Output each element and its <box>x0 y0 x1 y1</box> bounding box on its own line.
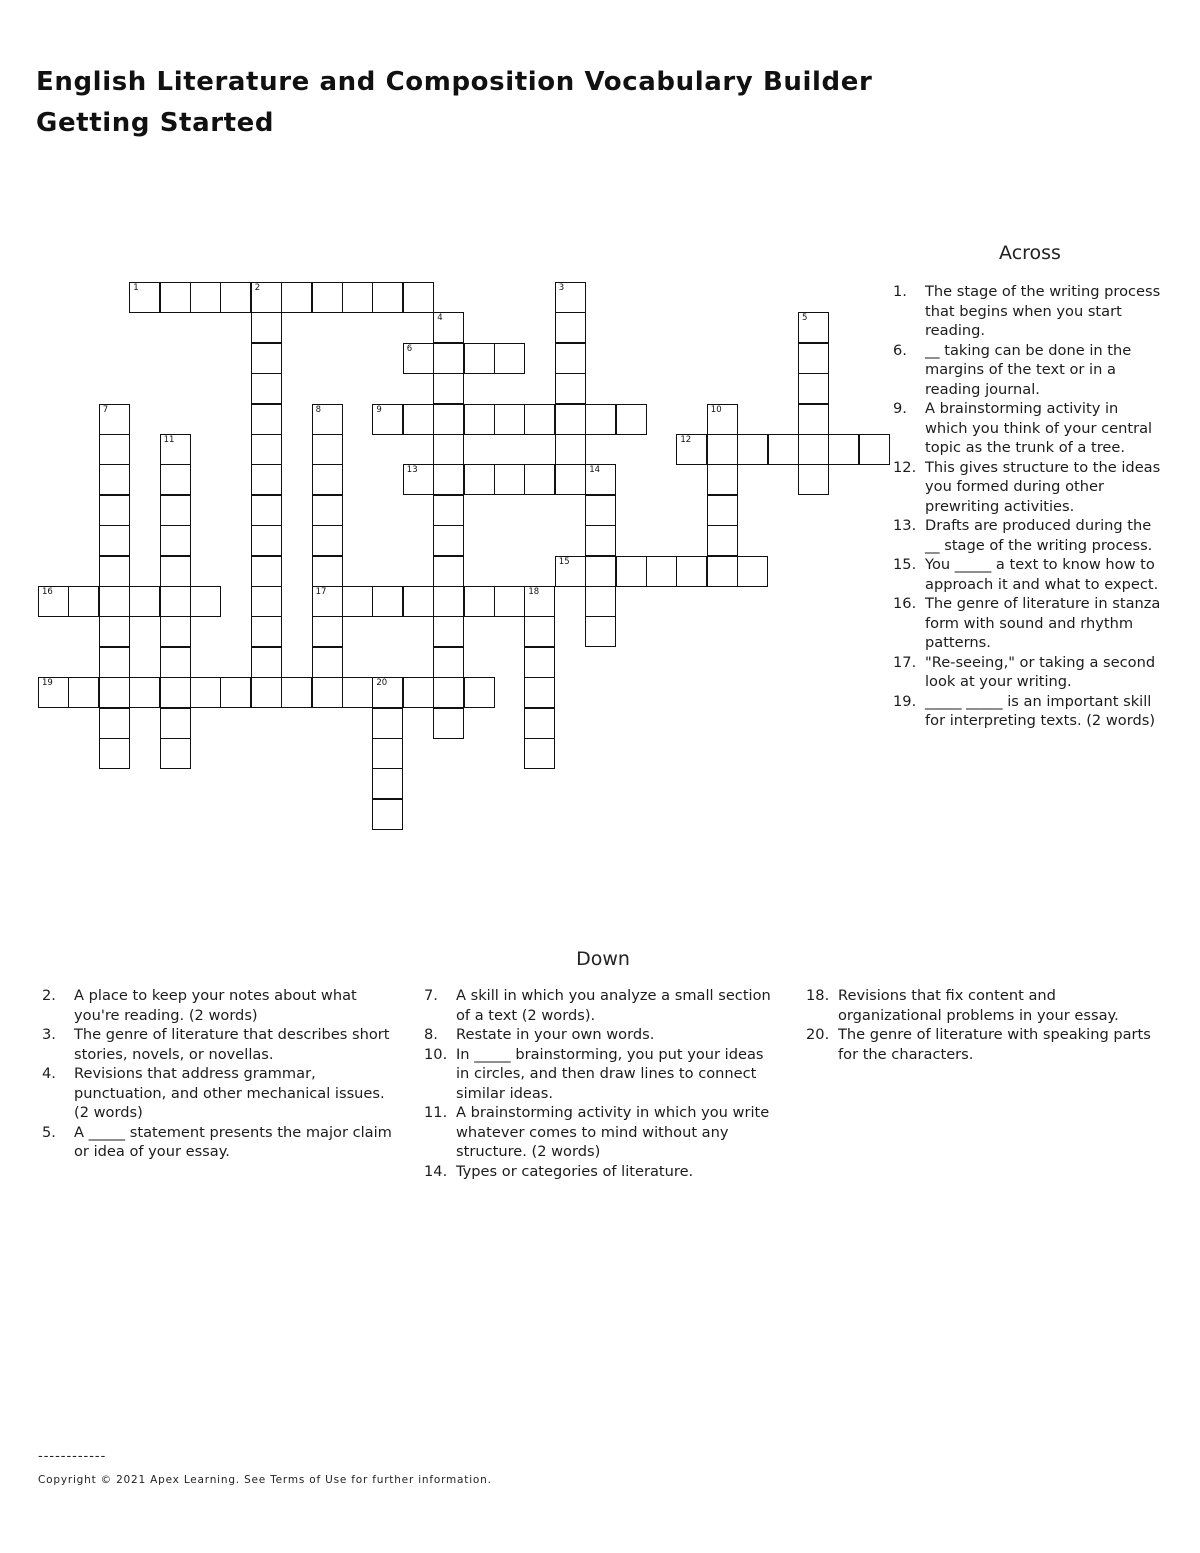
grid-cell[interactable] <box>403 586 434 617</box>
clue-text: A brainstorming activity in which you think of your central topic as the trunk of a tree. <box>925 400 1153 456</box>
grid-cell[interactable] <box>251 677 282 708</box>
clue-item <box>42 986 394 1025</box>
clue-number-label: 16 <box>42 587 53 597</box>
grid-cell[interactable] <box>707 495 738 526</box>
grid-cell[interactable] <box>160 738 191 769</box>
grid-cell[interactable] <box>38 677 69 708</box>
grid-cell[interactable] <box>160 495 191 526</box>
grid-cell[interactable] <box>433 312 464 343</box>
grid-cell[interactable] <box>464 464 495 495</box>
clue-item <box>42 1123 394 1162</box>
grid-cell[interactable] <box>281 282 312 313</box>
grid-cell[interactable] <box>99 677 130 708</box>
grid-cell[interactable] <box>737 556 768 587</box>
clue-number-label: 11 <box>163 435 175 445</box>
grid-cell[interactable] <box>312 495 343 526</box>
clue-number-label: 5 <box>802 313 808 324</box>
grid-cell[interactable] <box>524 738 555 769</box>
grid-cell[interactable] <box>464 677 495 708</box>
clue-number: 11. <box>424 1104 448 1121</box>
grid-cell[interactable] <box>312 404 343 435</box>
grid-cell[interactable] <box>524 647 555 678</box>
grid-cell[interactable] <box>433 616 464 647</box>
grid-cell[interactable] <box>707 404 738 435</box>
grid-cell[interactable] <box>160 616 191 647</box>
grid-cell[interactable] <box>160 556 191 587</box>
grid-cell[interactable] <box>190 282 221 313</box>
clue-number-label: 12 <box>680 435 692 445</box>
grid-cell[interactable] <box>555 373 586 404</box>
grid-cell[interactable] <box>99 434 130 465</box>
grid-cell[interactable] <box>251 495 282 526</box>
down-clue-column-2 <box>424 986 776 1181</box>
grid-cell[interactable] <box>524 616 555 647</box>
grid-cell[interactable] <box>798 373 829 404</box>
grid-cell[interactable] <box>312 464 343 495</box>
grid-cell[interactable] <box>372 677 403 708</box>
grid-cell[interactable] <box>312 616 343 647</box>
grid-cell[interactable] <box>251 404 282 435</box>
clue-text: "Re-seeing," or taking a second look at your writing. <box>925 653 1156 690</box>
grid-cell[interactable] <box>433 708 464 739</box>
grid-cell[interactable] <box>555 312 586 343</box>
clue-number: 18. <box>806 987 830 1004</box>
grid-cell[interactable] <box>524 708 555 739</box>
grid-cell[interactable] <box>707 464 738 495</box>
grid-cell[interactable] <box>312 556 343 587</box>
down-clue-column-3 <box>806 986 1158 1064</box>
grid-cell[interactable] <box>38 586 69 617</box>
grid-cell[interactable] <box>433 586 464 617</box>
grid-cell[interactable] <box>859 434 890 465</box>
grid-cell[interactable] <box>494 343 525 374</box>
clue-number-label: 17 <box>315 587 327 597</box>
grid-cell[interactable] <box>433 647 464 678</box>
clue-number-label: 13 <box>406 465 418 476</box>
grid-cell[interactable] <box>403 343 434 374</box>
grid-cell[interactable] <box>251 312 282 343</box>
grid-cell[interactable] <box>372 404 403 435</box>
grid-cell[interactable] <box>707 556 738 587</box>
clue-item <box>806 1025 1158 1064</box>
grid-cell[interactable] <box>251 616 282 647</box>
grid-cell[interactable] <box>160 464 191 495</box>
clue-number: 5. <box>42 1123 56 1141</box>
title-line-1: English Literature and Composition Vocabulary Builder <box>36 67 873 97</box>
grid-cell[interactable] <box>99 556 130 587</box>
grid-cell[interactable] <box>99 495 130 526</box>
clue-text: A _____ statement presents the major claim or idea of your essay. <box>74 1123 392 1160</box>
grid-cell[interactable] <box>160 647 191 678</box>
clue-text: The genre of literature with speaking parts for the characters. <box>838 1026 1151 1063</box>
clue-item <box>893 555 1165 594</box>
grid-cell[interactable] <box>312 525 343 556</box>
clue-number: 4. <box>42 1065 56 1082</box>
grid-cell[interactable] <box>99 738 130 769</box>
grid-cell[interactable] <box>585 616 616 647</box>
grid-cell[interactable] <box>220 282 251 313</box>
grid-cell[interactable] <box>707 525 738 556</box>
grid-cell[interactable] <box>251 464 282 495</box>
grid-cell[interactable] <box>99 404 130 435</box>
grid-cell[interactable] <box>403 464 434 495</box>
grid-cell[interactable] <box>312 586 343 617</box>
grid-cell[interactable] <box>251 556 282 587</box>
grid-cell[interactable] <box>99 464 130 495</box>
clue-text: The genre of literature in stanza form with sound and rhythm patterns. <box>925 595 1161 651</box>
grid-cell[interactable] <box>312 282 343 313</box>
grid-cell[interactable] <box>99 525 130 556</box>
clue-item <box>893 653 1165 692</box>
grid-cell[interactable] <box>524 586 555 617</box>
grid-cell[interactable] <box>372 282 403 313</box>
grid-cell[interactable] <box>372 738 403 769</box>
clue-text: Drafts are produced during the __ stage of the writing process. <box>925 517 1153 554</box>
grid-cell[interactable] <box>828 434 859 465</box>
grid-cell[interactable] <box>251 586 282 617</box>
grid-cell[interactable] <box>433 373 464 404</box>
grid-cell[interactable] <box>464 343 495 374</box>
grid-cell[interactable] <box>555 556 586 587</box>
clue-number: 10. <box>424 1045 448 1063</box>
clue-text: Restate in your own words. <box>456 1026 655 1043</box>
grid-cell[interactable] <box>403 282 434 313</box>
grid-cell[interactable] <box>464 404 495 435</box>
grid-cell[interactable] <box>342 677 373 708</box>
grid-cell[interactable] <box>585 556 616 587</box>
title-line-2: Getting Started <box>36 108 275 138</box>
down-heading: Down <box>576 948 630 970</box>
clue-number: 6. <box>893 341 907 359</box>
grid-cell[interactable] <box>312 647 343 678</box>
grid-cell[interactable] <box>494 404 525 435</box>
grid-cell[interactable] <box>160 708 191 739</box>
clue-item <box>806 986 1158 1025</box>
grid-cell[interactable] <box>494 586 525 617</box>
grid-cell[interactable] <box>251 282 282 313</box>
grid-cell[interactable] <box>433 434 464 465</box>
grid-cell[interactable] <box>676 556 707 587</box>
clue-text: A skill in which you analyze a small section of a text (2 words). <box>456 987 771 1024</box>
grid-cell[interactable] <box>737 434 768 465</box>
grid-cell[interactable] <box>524 464 555 495</box>
grid-cell[interactable] <box>160 586 191 617</box>
grid-cell[interactable] <box>281 677 312 708</box>
footer-rule: ------------ <box>38 1449 107 1464</box>
clue-item <box>893 516 1165 555</box>
grid-cell[interactable] <box>372 768 403 799</box>
clue-number: 14. <box>424 1162 448 1180</box>
clue-text: Revisions that address grammar, punctuation, and other mechanical issues. (2 words) <box>74 1065 385 1121</box>
grid-cell[interactable] <box>616 404 647 435</box>
grid-cell[interactable] <box>585 404 616 435</box>
clue-item <box>42 1025 394 1064</box>
grid-cell[interactable] <box>798 312 829 343</box>
clue-number-label: 3 <box>558 283 565 293</box>
grid-cell[interactable] <box>433 677 464 708</box>
clue-number-label: 20 <box>376 678 388 689</box>
clue-text: This gives structure to the ideas you formed during other prewriting activities. <box>925 458 1161 515</box>
grid-cell[interactable] <box>312 677 343 708</box>
clue-number-label: 7 <box>102 404 109 415</box>
clue-number: 19. <box>893 692 917 710</box>
grid-cell[interactable] <box>555 282 586 313</box>
grid-cell[interactable] <box>160 282 191 313</box>
clue-number: 16. <box>893 595 917 612</box>
grid-cell[interactable] <box>403 677 434 708</box>
clue-item <box>424 1162 776 1182</box>
clue-text: _____ _____ is an important skill for interpreting texts. (2 words) <box>925 692 1156 729</box>
grid-cell[interactable] <box>798 343 829 374</box>
clue-number: 3. <box>42 1026 56 1043</box>
grid-cell[interactable] <box>798 464 829 495</box>
clue-number: 13. <box>893 517 917 534</box>
clue-number-label: 10 <box>710 404 722 415</box>
grid-cell[interactable] <box>494 464 525 495</box>
grid-cell[interactable] <box>616 556 647 587</box>
grid-cell[interactable] <box>798 434 829 465</box>
grid-cell[interactable] <box>251 373 282 404</box>
grid-cell[interactable] <box>433 525 464 556</box>
clue-number: 17. <box>893 653 917 671</box>
grid-cell[interactable] <box>372 586 403 617</box>
clue-text: A place to keep your notes about what you're reading. (2 words) <box>74 987 357 1024</box>
grid-cell[interactable] <box>251 647 282 678</box>
clue-number: 2. <box>42 987 56 1004</box>
grid-cell[interactable] <box>403 404 434 435</box>
down-clue-column-1 <box>42 986 394 1162</box>
grid-cell[interactable] <box>585 586 616 617</box>
grid-cell[interactable] <box>555 464 586 495</box>
grid-cell[interactable] <box>160 677 191 708</box>
clue-number: 1. <box>893 283 907 300</box>
clue-item <box>893 282 1165 341</box>
grid-cell[interactable] <box>585 525 616 556</box>
grid-cell[interactable] <box>433 343 464 374</box>
grid-cell[interactable] <box>585 495 616 526</box>
clue-item <box>42 1064 394 1123</box>
grid-cell[interactable] <box>555 343 586 374</box>
grid-cell[interactable] <box>372 708 403 739</box>
grid-cell[interactable] <box>160 434 191 465</box>
grid-cell[interactable] <box>585 464 616 495</box>
clue-item <box>893 399 1165 458</box>
clue-text: __ taking can be done in the margins of the text or in a reading journal. <box>925 341 1132 398</box>
clue-item <box>424 1025 776 1045</box>
copyright-notice: Copyright © 2021 Apex Learning. See Terms of Use for further information. <box>38 1474 492 1486</box>
clue-text: The genre of literature that describes short stories, novels, or novellas. <box>74 1026 390 1063</box>
clue-number: 9. <box>893 400 907 417</box>
grid-cell[interactable] <box>99 708 130 739</box>
clue-item <box>893 692 1165 731</box>
clue-item <box>424 986 776 1025</box>
clue-number-label: 8 <box>315 404 322 415</box>
grid-cell[interactable] <box>555 404 586 435</box>
grid-cell[interactable] <box>342 586 373 617</box>
grid-cell[interactable] <box>68 586 99 617</box>
clue-text: Revisions that fix content and organizational problems in your essay. <box>838 987 1119 1024</box>
clue-item <box>424 1103 776 1162</box>
grid-cell[interactable] <box>555 434 586 465</box>
clue-text: You _____ a text to know how to approach it and what to expect. <box>925 556 1159 593</box>
grid-cell[interactable] <box>251 525 282 556</box>
grid-cell[interactable] <box>342 282 373 313</box>
grid-cell[interactable] <box>433 495 464 526</box>
clue-number: 20. <box>806 1026 830 1043</box>
grid-cell[interactable] <box>129 586 160 617</box>
crossword-grid <box>0 0 900 860</box>
grid-cell[interactable] <box>768 434 799 465</box>
clue-number-label: 19 <box>42 678 53 689</box>
grid-cell[interactable] <box>99 647 130 678</box>
clue-number: 8. <box>424 1026 438 1043</box>
clue-number: 15. <box>893 556 917 573</box>
across-heading: Across <box>999 242 1061 264</box>
grid-cell[interactable] <box>372 799 403 830</box>
clue-number-label: 15 <box>558 556 570 567</box>
grid-cell[interactable] <box>251 343 282 374</box>
grid-cell[interactable] <box>99 616 130 647</box>
grid-cell[interactable] <box>251 434 282 465</box>
clue-number: 7. <box>424 987 438 1004</box>
clue-number-label: 4 <box>437 313 443 324</box>
clue-item <box>893 458 1165 517</box>
grid-cell[interactable] <box>190 677 221 708</box>
clue-number-label: 14 <box>589 465 601 476</box>
across-clue-list <box>893 282 1165 731</box>
clue-number-label: 6 <box>406 343 413 354</box>
grid-cell[interactable] <box>464 586 495 617</box>
grid-cell[interactable] <box>646 556 677 587</box>
grid-cell[interactable] <box>190 586 221 617</box>
grid-cell[interactable] <box>433 464 464 495</box>
clue-item <box>893 341 1165 400</box>
grid-cell[interactable] <box>707 434 738 465</box>
grid-cell[interactable] <box>798 404 829 435</box>
clue-number-label: 2 <box>254 283 261 293</box>
grid-cell[interactable] <box>433 404 464 435</box>
clue-number-label: 1 <box>133 283 139 293</box>
grid-cell[interactable] <box>433 556 464 587</box>
clue-item <box>424 1045 776 1104</box>
clue-text: Types or categories of literature. <box>456 1162 694 1180</box>
clue-text: In _____ brainstorming, you put your ideas in circles, and then draw lines to connect similar ideas. <box>456 1045 764 1102</box>
grid-cell[interactable] <box>524 677 555 708</box>
clue-item <box>893 594 1165 653</box>
grid-cell[interactable] <box>524 404 555 435</box>
grid-cell[interactable] <box>312 434 343 465</box>
grid-cell[interactable] <box>99 586 130 617</box>
grid-cell[interactable] <box>129 282 160 313</box>
clue-text: The stage of the writing process that begins when you start reading. <box>925 283 1161 339</box>
grid-cell[interactable] <box>68 677 99 708</box>
grid-cell[interactable] <box>160 525 191 556</box>
grid-cell[interactable] <box>129 677 160 708</box>
clue-number-label: 9 <box>376 404 382 415</box>
grid-cell[interactable] <box>220 677 251 708</box>
clue-number-label: 18 <box>528 587 540 597</box>
clue-number: 12. <box>893 458 917 476</box>
grid-cell[interactable] <box>676 434 707 465</box>
clue-text: A brainstorming activity in which you write whatever comes to mind without any structure. (2 words) <box>456 1104 770 1160</box>
